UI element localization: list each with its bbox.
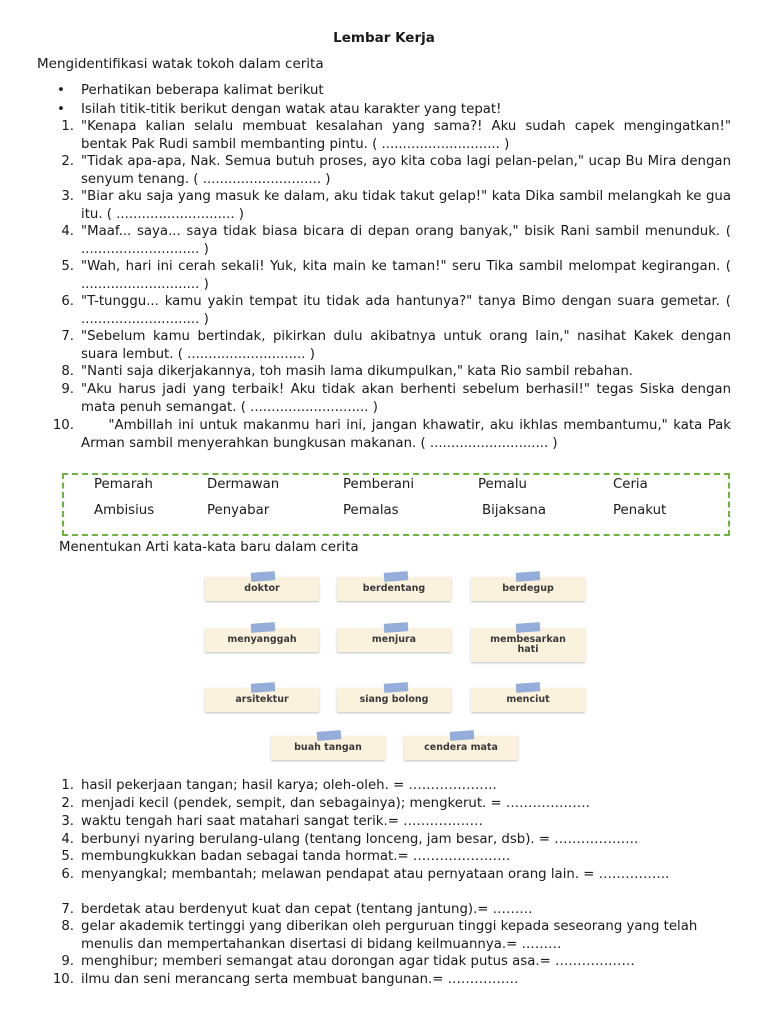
sentence-number: 9.: [61, 382, 74, 397]
sentence-number: 2.: [61, 154, 74, 169]
section-1-title: Mengidentifikasi watak tokoh dalam cerita: [37, 56, 324, 72]
vocab-card-label: doktor: [244, 583, 280, 594]
definition-number: 9.: [61, 954, 74, 969]
sentence-number: 1.: [61, 119, 74, 134]
definition-number: 4.: [61, 832, 74, 847]
vocab-card: [471, 628, 585, 662]
sentence-number: 6.: [61, 294, 74, 309]
tape-decoration: [317, 730, 342, 741]
definition-text: menghibur; memberi semangat atau dorongan agar tidak putus asa.= ………………: [81, 954, 635, 969]
sentence-text: "Aku harus jadi yang terbaik! Aku tidak akan berhenti sebelum berhasil!" tegas Siska dengan mata penuh semangat. ( ............................ ): [81, 382, 731, 415]
page-title: Lembar Kerja: [333, 30, 435, 46]
tape-decoration: [450, 730, 475, 741]
trait-word: Ceria: [613, 477, 648, 492]
trait-word: Dermawan: [207, 477, 280, 492]
tape-decoration: [516, 622, 541, 633]
trait-word: Pemalu: [478, 477, 527, 492]
trait-word: Pemberani: [343, 477, 415, 492]
vocab-card-label: menjura: [371, 634, 417, 645]
definition-text: berbunyi nyaring berulang-ulang (tentang lonceng, jam besar, dsb). = ……………….: [81, 832, 639, 847]
sentence-text: "Biar aku saja yang masuk ke dalam, aku tidak takut gelap!" kata Dika sambil melangkah ke gua itu. ( ............................ ): [81, 189, 731, 222]
definition-number: 7.: [61, 902, 74, 917]
sentence-number: 5.: [61, 259, 74, 274]
sentence-number: 7.: [61, 329, 74, 344]
definition-text: gelar akademik tertinggi yang diberikan oleh perguruan tinggi kepada seseorang yang telah menulis dan mempertahankan disertasi di bidang keilmuannya.= ………: [81, 919, 698, 952]
vocab-card-label: cendera mata: [424, 742, 498, 753]
definition-number: 6.: [61, 867, 74, 882]
tape-decoration: [516, 571, 541, 582]
instruction-item: • Perhatikan beberapa kalimat berikut: [56, 81, 501, 100]
trait-word: Penakut: [613, 503, 667, 518]
definition-number: 1.: [61, 778, 74, 793]
vocab-card-label: berdentang: [362, 583, 426, 594]
sentence-text: "Tidak apa-apa, Nak. Semua butuh proses, ayo kita coba lagi pelan-pelan," ucap Bu Mira dengan senyum tenang. ( ............................ ): [81, 154, 731, 187]
definition-number: 8.: [61, 919, 74, 934]
sentence-number: 10.: [52, 418, 74, 433]
definition-text: hasil pekerjaan tangan; hasil karya; oleh-oleh. = ………………..: [81, 778, 497, 793]
vocab-card-label: arsitektur: [235, 694, 289, 705]
section-2-title: Menentukan Arti kata-kata baru dalam cerita: [59, 540, 359, 555]
tape-decoration: [384, 682, 409, 693]
sentence-text: "T-tunggu... kamu yakin tempat itu tidak ada hantunya?" tanya Bimo dengan suara gemetar. ( ............................ ): [81, 294, 731, 327]
sentence-text: "Nanti saja dikerjakannya, toh masih lama dikumpulkan," kata Rio sambil rebahan.: [81, 364, 633, 379]
vocab-card-label: buah tangan: [294, 742, 362, 753]
sentence-number: 4.: [61, 224, 74, 239]
definition-number: 3.: [61, 814, 74, 829]
definition-text: waktu tengah hari saat matahari sangat terik.= ………………: [81, 814, 483, 829]
tape-decoration: [384, 571, 409, 582]
vocab-card-label: menyanggah: [227, 634, 297, 645]
definition-number: 2.: [61, 796, 74, 811]
definition-text: menjadi kecil (pendek, sempit, dan sebagainya); mengkerut. = ……………….: [81, 796, 590, 811]
definition-text: menyangkal; membantah; melawan pendapat atau pernyataan orang lain. = …………….: [81, 867, 670, 882]
sentence-number: 8.: [61, 364, 74, 379]
tape-decoration: [384, 622, 409, 633]
definition-text: ilmu dan seni merancang serta membuat bangunan.= …………….: [81, 972, 519, 987]
sentence-number: 3.: [61, 189, 74, 204]
instruction-list: [56, 81, 501, 119]
definition-text: berdetak atau berdenyut kuat dan cepat (tentang jantung).= ………: [81, 902, 533, 917]
vocab-card-label: membesarkan hati: [490, 634, 566, 655]
sentence-text: "Kenapa kalian selalu membuat kesalahan yang sama?! Aku sudah capek mengingatkan!" bentak Pak Rudi sambil membanting pintu. ( ............................ ): [81, 119, 731, 152]
instruction-item: • Isilah titik-titik berikut dengan watak atau karakter yang tepat!: [56, 100, 501, 119]
vocab-card-label: berdegup: [502, 583, 554, 594]
tape-decoration: [251, 622, 276, 633]
trait-word: Pemalas: [343, 503, 399, 518]
trait-word: Ambisius: [94, 503, 155, 518]
trait-word: Penyabar: [207, 503, 270, 518]
sentence-text: "Wah, hari ini cerah sekali! Yuk, kita main ke taman!" seru Tika sambil melompat kegirangan. ( ............................ ): [81, 259, 731, 292]
definition-text: membungkukkan badan sebagai tanda hormat.= ………………….: [81, 849, 511, 864]
trait-word: Bijaksana: [482, 503, 547, 518]
sentence-text: "Maaf... saya... saya tidak biasa bicara di depan orang banyak," bisik Rani sambil menunduk. ( ............................ ): [81, 224, 731, 257]
definition-number: 5.: [61, 849, 74, 864]
tape-decoration: [516, 682, 541, 693]
sentence-text: "Ambillah ini untuk makanmu hari ini, jangan khawatir, aku ikhlas membantumu," kata Pak Arman sambil menyerahkan bungkusan makanan. ( ............................ ): [81, 418, 731, 451]
tape-decoration: [251, 571, 276, 582]
trait-word: Pemarah: [94, 477, 153, 492]
vocab-card-label: menciut: [506, 694, 550, 705]
definition-number: 10.: [52, 972, 74, 987]
vocab-card-label: siang bolong: [359, 694, 429, 705]
tape-decoration: [251, 682, 276, 693]
sentence-text: "Sebelum kamu bertindak, pikirkan dulu akibatnya untuk orang lain," nasihat Kakek dengan suara lembut. ( ............................ ): [81, 329, 731, 362]
